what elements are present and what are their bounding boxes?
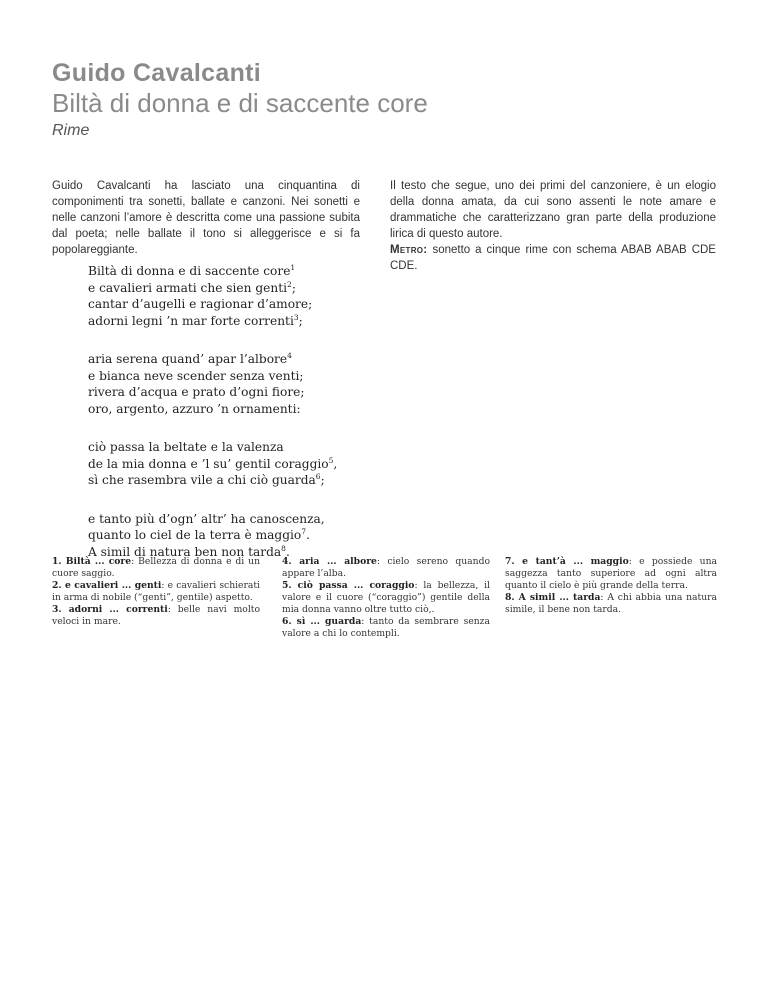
verse-text: cantar d’augelli e ragionar d’amore; [88,297,313,311]
verse-punctuation: . [285,544,290,559]
footnote-ref: 2 [287,279,292,289]
footnote [505,592,717,616]
stanza [88,351,337,417]
verse-text: rivera d’acqua e prato d’ogni fiore; [88,385,305,399]
footnote-text: : Bellezza di donna e di un cuore saggio. [52,556,260,579]
verse-text: A simil di natura ben non tarda [88,544,282,559]
footnote-key: 7. e tant’à ... maggio [505,556,629,567]
footnote-key: 3. adorni ... correnti [52,604,168,615]
verse-text: de la mia donna e ’l su’ gentil coraggio [88,456,329,471]
verse-line [88,384,337,401]
intro-right-paragraph: Il testo che segue, uno dei primi del canzoniere, è un elogio della donna amata, da cui sono assenti le note amare e drammatiche che caratterizzano gran parte della produzione lirica di questo autore. [390,180,716,240]
footnote [52,556,260,580]
verse-text: sì che rasembra vile a chi ciò guarda [88,473,316,487]
verse-text: e cavalieri armati che sien genti [88,280,288,295]
verse-line [88,439,337,456]
footnote-text: : la bellezza, il valore e il cuore (“coraggio”) gentile della mia donna vanno oltre tutto ciò,. [282,580,490,615]
footnote-ref: 7 [301,527,307,536]
verse-text: quanto lo ciel de la terra è maggio [88,528,302,542]
footnote [282,616,490,640]
footnote-key: 1. Biltà ... core [52,556,132,567]
verse-text: oro, argento, azzuro ’n ornamenti: [88,401,301,416]
verse-line [88,511,337,528]
verse-line [88,351,337,368]
stanza [88,263,337,329]
verse-punctuation: ; [298,313,303,328]
verse-line [88,472,337,489]
metro-text: sonetto a cinque rime con schema ABAB ABAB CDE CDE. [390,244,716,272]
verse-text: e bianca neve scender senza venti; [88,368,304,383]
poem-text [88,263,337,582]
footnote-key: 8. A simil ... tarda [505,592,601,603]
verse-line [88,401,337,418]
footnote-ref: 5 [328,455,334,465]
footnote-text: : e possiede una saggezza tanto superiore ad ogni altra quanto il cielo è più grande della terra. [505,556,717,591]
footnote-key: 5. ciò passa ... coraggio [282,580,415,591]
footnotes-column-1 [52,556,260,628]
verse-punctuation: ; [291,280,296,295]
footnote [52,580,260,604]
verse-line [88,313,337,330]
stanza [88,439,337,489]
footnote [52,604,260,628]
verse-punctuation: ; [320,473,325,487]
stanza [88,511,337,561]
footnote-ref: 6 [315,472,321,481]
footnote-text: : e cavalieri schierati in arma di nobile (“genti”, gentile) aspetto. [52,580,260,603]
verse-text: e tanto più d’ogn’ altr’ ha canoscenza, [88,511,325,526]
verse-line [88,280,337,297]
metro-label: Metro: [390,244,428,256]
metro-line [390,242,716,274]
verse-punctuation: . [306,528,310,542]
footnote-ref: 1 [290,263,296,272]
footnote-key: 4. aria ... albore [282,556,377,567]
footnote-ref: 8 [281,543,286,553]
footnote-text: : cielo sereno quando appare l’alba. [282,556,490,579]
footnote-text: : A chi abbia una natura simile, il bene non tarda. [505,592,717,615]
footnote-ref: 3 [293,312,299,322]
footnote [505,556,717,592]
footnote-key: 6. sì ... guarda [282,616,362,627]
verse-line [88,368,337,385]
footnote-text: : belle navi molto veloci in mare. [52,604,260,627]
verse-text: ciò passa la beltate e la valenza [88,440,284,454]
footnote-ref: 4 [287,351,292,360]
verse-text: adorni legni ’n mar forte correnti [88,313,294,328]
verse-punctuation: , [333,456,338,471]
footnote [282,556,490,580]
verse-line [88,296,337,313]
footnotes-column-2 [282,556,490,640]
footnote [282,580,490,616]
verse-text: aria serena quand’ apar l’albore [88,352,288,366]
intro-left-paragraph: Guido Cavalcanti ha lasciato una cinquantina di componimenti tra sonetti, ballate e canzoni. Nei sonetti e nelle canzoni l’amore è descritta come una passione subita dal poeta; nelle ballate il tono si alleggerisce e si fa popolareggiante. [52,180,360,256]
verse-line [88,263,337,280]
author-name: Guido Cavalcanti [52,59,262,87]
verse-text: Biltà di donna e di saccente core [88,264,291,278]
work-subtitle: Rime [52,122,90,139]
verse-line [88,527,337,544]
poem-title: Biltà di donna e di saccente core [52,88,428,118]
footnotes-column-3 [505,556,717,616]
intro-right-block [390,178,716,274]
verse-line [88,456,337,473]
footnote-key: 2. e cavalieri ... genti [52,580,162,591]
footnote-text: : tanto da sembrare senza valore a chi lo contempli. [282,616,490,639]
